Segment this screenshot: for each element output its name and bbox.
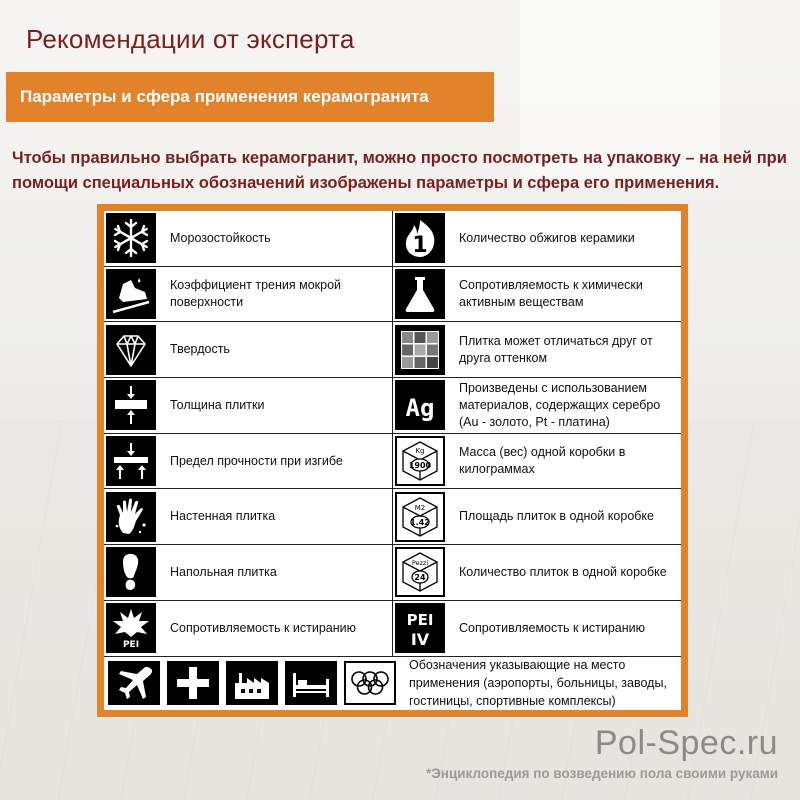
- shade-variation-icon: [395, 325, 445, 375]
- symbols-table: [104, 211, 681, 710]
- pei-iv-icon: [395, 603, 445, 653]
- site-brand: Pol-Spec.ru: [594, 724, 778, 762]
- cross-icon: [167, 661, 219, 705]
- symbol-label: Количество обжигов керамики: [459, 230, 635, 245]
- snowflake-icon: [106, 213, 156, 263]
- pei-iv-line1: PEI: [406, 611, 434, 630]
- section-banner-label: Параметры и сфера применения керамогранита: [20, 87, 429, 106]
- pei-burst-icon: [106, 603, 156, 653]
- thickness-icon: [106, 380, 156, 430]
- table-row: [104, 434, 393, 490]
- page-title: Рекомендации от эксперта: [26, 24, 355, 54]
- symbol-label: Масса (вес) одной коробки в килограммах: [459, 445, 626, 477]
- box-pieces-value: 24: [414, 573, 426, 583]
- table-row: [104, 545, 393, 601]
- symbol-label: Настенная плитка: [170, 509, 276, 524]
- table-row: [393, 378, 681, 434]
- box-pieces-icon: [395, 547, 445, 597]
- box-weight-icon: [395, 436, 445, 486]
- section-banner: [6, 72, 494, 122]
- diamond-icon: [106, 325, 156, 375]
- pei-burst-text: PEI: [122, 640, 140, 651]
- symbol-label: Сопротивляемость к истиранию: [459, 620, 646, 635]
- symbol-label: Предел прочности при изгибе: [170, 453, 343, 468]
- symbol-label: Произведены с использованием материалов, содержащих серебро (Au - золото, Pt - платина): [459, 380, 661, 429]
- symbol-label: Твердость: [170, 342, 230, 357]
- bed-icon: [285, 661, 337, 705]
- wet-shoe-icon: [106, 269, 156, 319]
- airplane-icon: [108, 661, 160, 705]
- symbol-label: Сопротивляемость к истиранию: [170, 620, 357, 635]
- table-row: [393, 545, 681, 601]
- table-row: [104, 601, 393, 657]
- symbol-label: Толщина плитки: [170, 397, 265, 412]
- factory-icon: [226, 661, 278, 705]
- symbols-panel: [97, 204, 688, 717]
- pei-iv-line2: IV: [410, 630, 430, 650]
- olympic-rings-icon: [344, 661, 396, 705]
- svg-text:1: 1: [412, 233, 428, 259]
- box-area-value: 1.42: [410, 517, 430, 527]
- symbol-label: Морозостойкость: [170, 230, 271, 245]
- flask-icon: [395, 269, 445, 319]
- table-row: [393, 211, 681, 267]
- table-row: [393, 489, 681, 545]
- box-weight-tag: Kg: [415, 447, 425, 456]
- application-row: [104, 657, 681, 710]
- table-row: [393, 322, 681, 378]
- symbol-label: Коэффициент трения мокрой поверхности: [170, 278, 342, 310]
- table-row: [104, 211, 393, 267]
- table-row: [104, 489, 393, 545]
- box-area-icon: [395, 492, 445, 542]
- symbol-label: Площадь плиток в одной коробке: [459, 509, 654, 524]
- table-row: [393, 601, 681, 657]
- ag-icon: [395, 380, 445, 430]
- symbol-label: Плитка может отличаться друг от друга оттенком: [459, 333, 653, 365]
- box-pieces-tag: Pezzi: [411, 559, 429, 568]
- symbol-label: Сопротивляемость к химически активным веществам: [459, 278, 643, 310]
- table-row: [104, 322, 393, 378]
- table-row: [393, 267, 681, 323]
- table-row: [393, 434, 681, 490]
- bending-strength-icon: [106, 436, 156, 486]
- table-row: [104, 267, 393, 323]
- firing-count-icon: [395, 213, 445, 263]
- intro-text: Чтобы правильно выбрать керамогранит, можно просто посмотреть на упаковку – на ней при помощи специальных обозначений изображены параметры и сфера его применения.: [12, 149, 787, 192]
- symbol-label: Количество плиток в одной коробке: [459, 564, 667, 579]
- ag-text: Ag: [405, 394, 435, 423]
- box-area-tag: M2: [414, 503, 426, 512]
- hand-print-icon: [106, 492, 156, 542]
- table-row: [104, 378, 393, 434]
- footnote: *Энциклопедия по возведению пола своими руками: [425, 766, 778, 781]
- box-weight-value: 1900: [408, 461, 432, 471]
- symbol-label: Напольная плитка: [170, 564, 277, 579]
- footprint-icon: [106, 547, 156, 597]
- application-label: Обозначения указывающие на место применения (аэропорты, больницы, заводы, гостиницы, спортивные комплексы): [409, 658, 667, 709]
